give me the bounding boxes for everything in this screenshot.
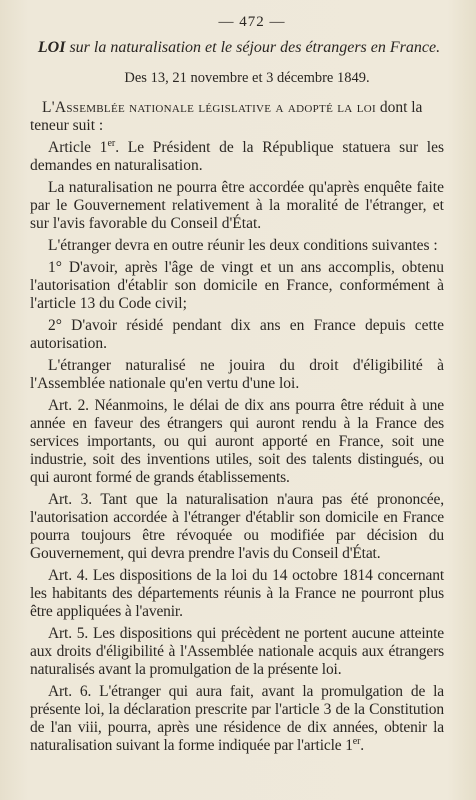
law-dates: Des 13, 21 novembre et 3 décembre 1849. xyxy=(124,70,370,86)
condition-1: 1° D'avoir, après l'âge de vingt et un ans accomplis, obtenu l'autorisation d'établir son domicile en France, conformément à l'article 13 du Code civil; xyxy=(30,259,444,312)
article-1 xyxy=(30,139,444,175)
intro-lead: L'Assemblée nationale législative a adopté la loi xyxy=(42,99,376,116)
article-2: Art. 2. Néanmoins, le délai de dix ans pourra être réduit à une année en faveur des étrangers qui auront rendu à la France des services importants, ou qui auront apporté en France, soit une industrie, soit des inventions utiles, soit des talents distingués, ou qui auront formé de grands établissements. xyxy=(30,397,444,486)
article-6-end: . xyxy=(360,737,364,754)
paragraph-eligibility: L'étranger naturalisé ne jouira du droit d'éligibilité à l'Assemblée nationale qu'en vertu d'une loi. xyxy=(30,357,444,392)
paragraph-conditions: L'étranger devra en outre réunir les deux conditions suivantes : xyxy=(48,237,438,254)
article-1-text: . Le Président de la République statuera sur les demandes en naturalisation. xyxy=(30,139,444,174)
article-6-text: Art. 6. L'étranger qui aura fait, avant la promulgation de la présente loi, la déclaration prescrite par l'article 3 de la Constitution de l'an viii, pourra, après une résidence de dix années, obtenir la naturalisation suivant la forme indiquée par l'article 1 xyxy=(30,683,444,754)
article-6 xyxy=(30,683,444,755)
article-6-superscript: er xyxy=(352,735,361,747)
condition-2: 2° D'avoir résidé pendant dix ans en France depuis cette autorisation. xyxy=(30,317,444,352)
law-title-text: sur la naturalisation et le séjour des étrangers en France. xyxy=(65,39,441,56)
law-title xyxy=(34,39,444,57)
page-number: — 472 — xyxy=(218,14,286,30)
article-1-superscript: er xyxy=(107,137,116,149)
intro-tail: dont la teneur suit : xyxy=(30,99,423,134)
article-3: Art. 3. Tant que la naturalisation n'aura pas été prononcée, l'autorisation accordée à l'étranger d'établir son domicile en France pourra toujours être révoquée ou modifiée par décision du Gouvernement, qui devra prendre l'avis du Conseil d'État. xyxy=(30,491,444,562)
law-title-prefix: LOI xyxy=(37,39,66,56)
article-5: Art. 5. Les dispositions qui précèdent ne portent aucune atteinte aux droits d'éligibilité à l'Assemblée nationale acquis aux étrangers naturalisés avant la promulgation de la présente loi. xyxy=(30,625,444,678)
article-1-heading: Article 1 xyxy=(48,139,108,156)
article-4: Art. 4. Les dispositions de la loi du 14 octobre 1814 concernant les habitants des départements réunis à la France ne pourront plus être appliquées à l'avenir. xyxy=(30,567,444,620)
paragraph-naturalisation: La naturalisation ne pourra être accordée qu'après enquête faite par le Gouvernement relativement à la moralité de l'étranger, et sur l'avis favorable du Conseil d'État. xyxy=(30,179,444,232)
intro-paragraph xyxy=(30,99,444,135)
